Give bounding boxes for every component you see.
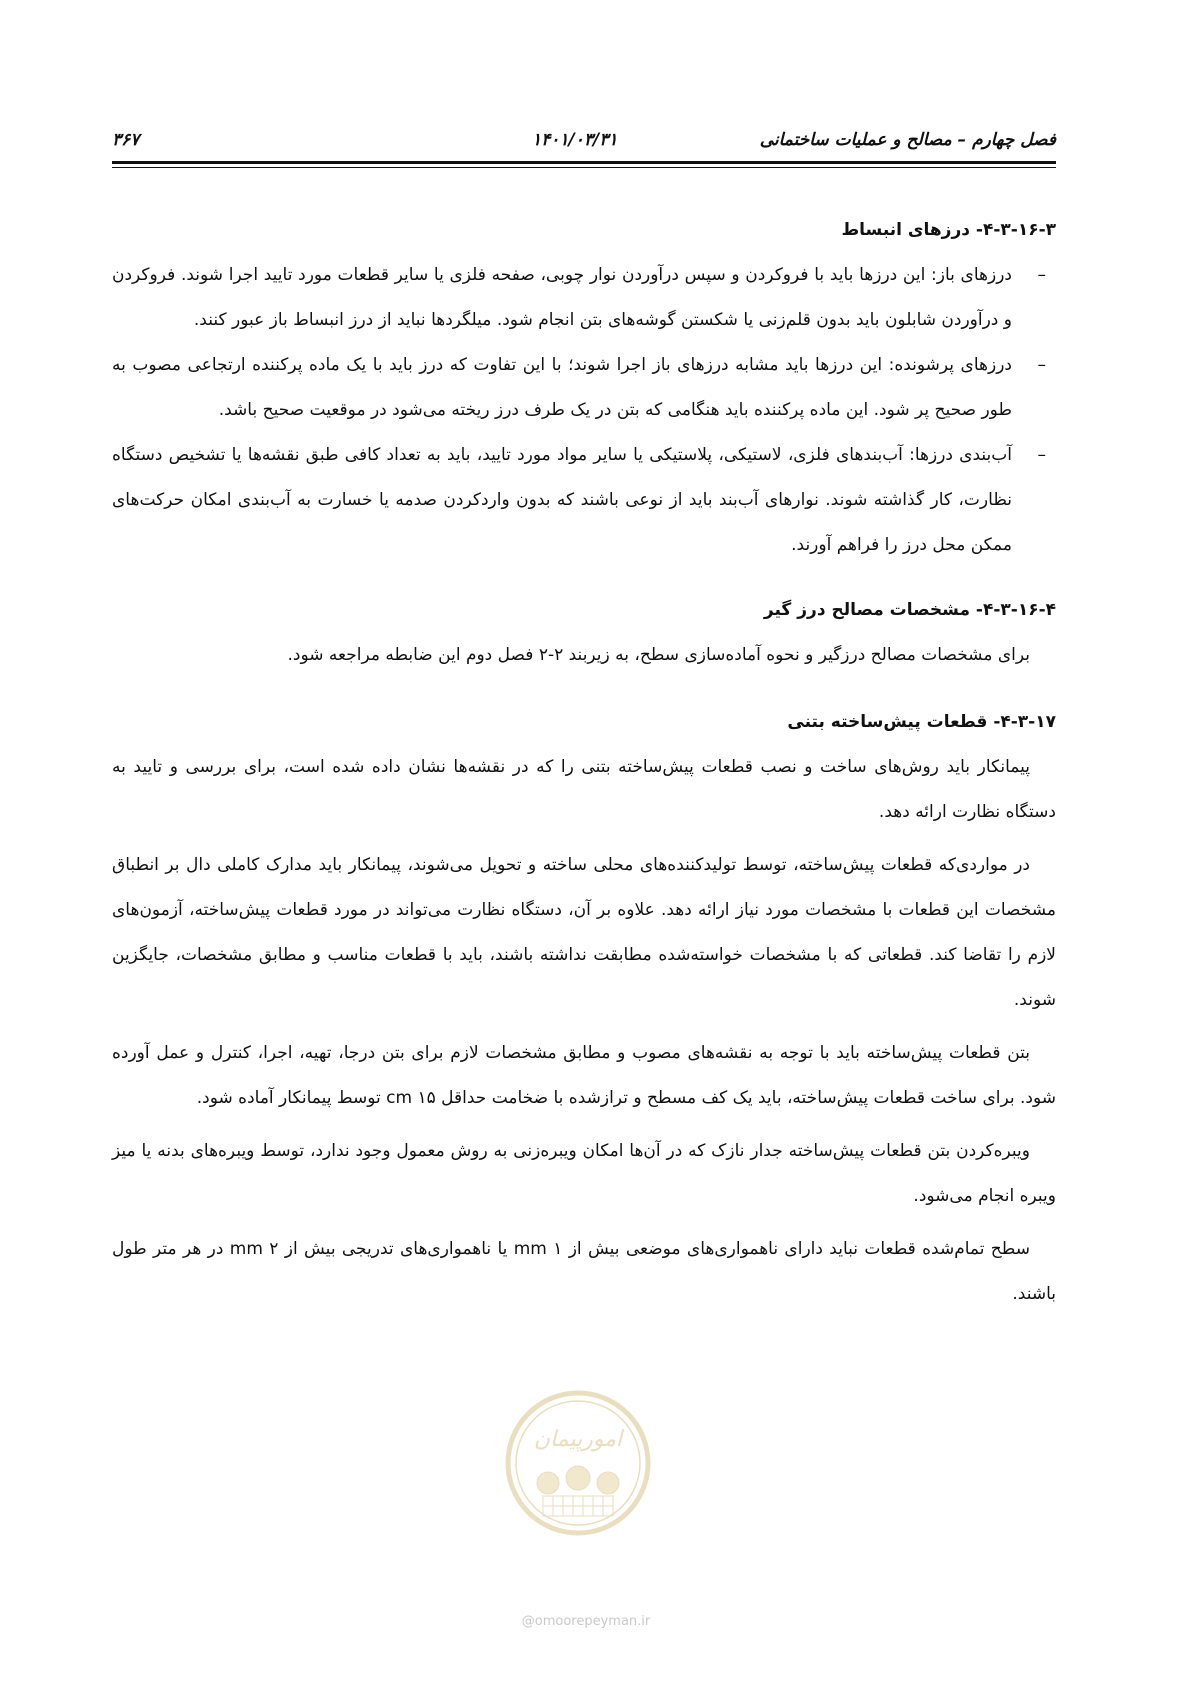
watermark-text: @omoorepeyman.ir bbox=[521, 1614, 651, 1629]
svg-text:امورپیمان: امورپیمان bbox=[533, 1427, 623, 1452]
paragraph: بتن قطعات پیش‌ساخته باید با توجه به نقشه‌های مصوب و مطابق مشخصات لازم برای بتن درجا، تهیه، اجرا، کنترل و عمل آورده شود. برای ساخت قطعات پیش‌ساخته، باید یک کف مسطح و ترازشده با ضخامت حداقل ۱۵ cm توسط پیمانکار آماده شود. bbox=[112, 1043, 1056, 1108]
section-heading-expansion-joints: ۴-۳-۱۶-۳- درزهای انبساط bbox=[841, 220, 1056, 240]
page-body bbox=[112, 208, 1056, 1325]
joint-types-list bbox=[112, 253, 1056, 568]
section-heading-sealant-specs: ۴-۳-۱۶-۴- مشخصات مصالح درز گیر bbox=[763, 600, 1056, 620]
paragraph: سطح تمام‌شده قطعات نباید دارای ناهمواری‌های موضعی بیش از ۱ mm یا ناهمواری‌های تدریجی بیش از ۲ mm در هر متر طول باشند. bbox=[112, 1239, 1056, 1304]
header-rule-thick bbox=[112, 161, 1056, 164]
dash-bullet-icon: – bbox=[1037, 355, 1046, 375]
page-header bbox=[112, 128, 1056, 158]
paragraph: برای مشخصات مصالح درزگیر و نحوه آماده‌سازی سطح، به زیربند ۲-۲ فصل دوم این ضابطه مراجعه شود. bbox=[287, 645, 1030, 665]
paragraph: ویبره‌کردن بتن قطعات پیش‌ساخته جدار نازک که در آن‌ها امکان ویبره‌زنی به روش معمول وجود ندارد، توسط ویبره‌های بدنه یا میز ویبره انجام می‌شود. bbox=[112, 1141, 1056, 1206]
list-item: – درزهای باز: این درزها باید با فروکردن و سپس درآوردن نوار چوبی، صفحه فلزی یا سایر قطعات مورد تایید اجرا شوند. فروکردن و درآوردن شابلون باید بدون قلم‌زنی یا شکستن گوشه‌های بتن انجام شود. میلگردها نباید از درز انبساط باز عبور کنند. bbox=[112, 253, 1056, 343]
paragraph: پیمانکار باید روش‌های ساخت و نصب قطعات پیش‌ساخته بتنی را که در نقشه‌ها نشان داده شده است، برای بررسی و تایید به دستگاه نظارت ارائه دهد. bbox=[112, 757, 1056, 822]
dash-bullet-icon: – bbox=[1037, 445, 1046, 465]
page-number: ۳۶۷ bbox=[112, 130, 140, 150]
header-rule-thin bbox=[112, 167, 1056, 168]
chapter-title: فصل چهارم – مصالح و عملیات ساختمانی bbox=[759, 130, 1056, 150]
seal-logo-icon bbox=[503, 1388, 653, 1538]
header-date: ۱۴۰۱/۰۳/۳۱ bbox=[532, 130, 618, 150]
section-heading-precast: ۴-۳-۱۷- قطعات پیش‌ساخته بتنی bbox=[787, 712, 1056, 732]
paragraph: در مواردی‌که قطعات پیش‌ساخته، توسط تولیدکننده‌های محلی ساخته و تحویل می‌شوند، پیمانکار باید مدارک کاملی دال بر انطباق مشخصات این قطعات با مشخصات مورد نیاز ارائه دهد. علاوه بر آن، دستگاه نظارت می‌تواند در مورد قطعات پیش‌ساخته، آزمون‌های لازم را تقاضا کند. قطعاتی که با مشخصات خواسته‌شده مطابقت نداشته باشند، باید با قطعات مناسب و مطابق مشخصات، جایگزین شوند. bbox=[112, 855, 1056, 1010]
list-item: – آب‌بندی درزها: آب‌بندهای فلزی، لاستیکی، پلاستیکی یا سایر مواد مورد تایید، باید به تعداد کافی طبق نقشه‌ها یا تشخیص دستگاه نظارت، کار گذاشته شوند. نوارهای آب‌بند باید از نوعی باشند که بدون واردکردن صدمه یا خسارت به آب‌بندی امکان حرکت‌های ممکن محل درز را فراهم آورند. bbox=[112, 433, 1056, 568]
dash-bullet-icon: – bbox=[1037, 265, 1046, 285]
list-item: – درزهای پرشونده: این درزها باید مشابه درزهای باز اجرا شوند؛ با این تفاوت که درز باید با یک ماده پرکننده ارتجاعی مصوب به طور صحیح پر شود. این ماده پرکننده باید هنگامی که بتن در یک طرف درز ریخته می‌شود در موقعیت صحیح باشد. bbox=[112, 343, 1056, 433]
